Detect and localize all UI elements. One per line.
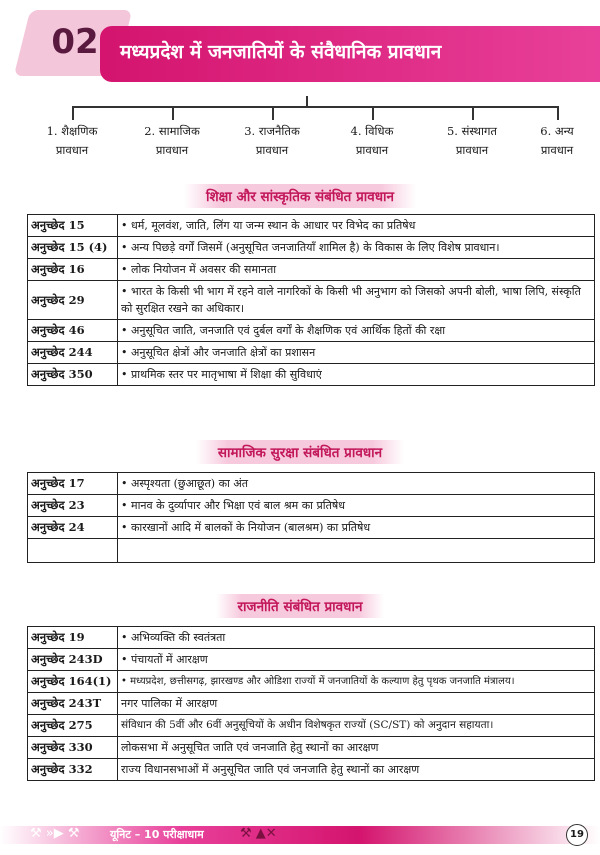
- tree-line: [72, 106, 558, 108]
- tree-item-label: 2. सामाजिक: [144, 124, 200, 138]
- description-cell: नगर पालिका में आरक्षण: [118, 693, 595, 715]
- article-cell: अनुच्छेद 19: [28, 627, 118, 649]
- table-row: [28, 237, 595, 259]
- tree-item-label: 5. संस्थागत: [446, 124, 497, 138]
- table-row: [28, 539, 595, 563]
- tree-connector: [172, 106, 174, 120]
- table-row: [28, 495, 595, 517]
- table-row: [28, 671, 595, 693]
- tree-item-sublabel: प्रावधान: [355, 143, 389, 157]
- tree-item-social: [127, 122, 217, 160]
- article-cell: अनुच्छेद 46: [28, 320, 118, 342]
- chapter-number: 02: [51, 22, 99, 62]
- table-row: [28, 759, 595, 781]
- tree-item-legal: [327, 122, 417, 160]
- tree-item-label: 1. शैक्षणिक: [46, 124, 98, 138]
- description-cell: • मध्यप्रदेश, छत्तीसगढ़, झारखण्ड और ओडिशा राज्यों में जनजातियों के कल्याण हेतु पृथक जनजाति मंत्रालय।: [118, 671, 595, 693]
- article-cell: अनुच्छेद 243D: [28, 649, 118, 671]
- tree-connector: [72, 106, 74, 120]
- tree-item-sublabel: प्रावधान: [55, 143, 89, 157]
- tribal-motif-icon: ⚒ »▶ ⚒: [30, 826, 80, 841]
- section-heading-political: [0, 594, 600, 618]
- article-cell: अनुच्छेद 15 (4): [28, 237, 118, 259]
- article-cell: अनुच्छेद 244: [28, 342, 118, 364]
- table-row: [28, 320, 595, 342]
- description-cell: • मानव के दुर्व्यापार और भिक्षा एवं बाल श्रम का प्रतिषेध: [118, 495, 595, 517]
- tree-connector: [557, 106, 559, 120]
- article-cell: अनुच्छेद 275: [28, 715, 118, 737]
- description-cell: लोकसभा में अनुसूचित जाति एवं जनजाति हेतु स्थानों का आरक्षण: [118, 737, 595, 759]
- section-title: शिक्षा और सांस्कृतिक संबंधित प्रावधान: [184, 184, 416, 208]
- tree-item-label: 3. राजनैतिक: [244, 124, 300, 138]
- table-row: [28, 649, 595, 671]
- tree-item-sublabel: प्रावधान: [540, 143, 574, 157]
- description-cell: राज्य विधानसभाओं में अनुसूचित जाति एवं जनजाति हेतु स्थानों का आरक्षण: [118, 759, 595, 781]
- page-number: 19: [566, 824, 588, 846]
- description-cell: • अनुसूचित जाति, जनजाति एवं दुर्बल वर्गों के शैक्षणिक एवं आर्थिक हितों की रक्षा: [118, 320, 595, 342]
- tree-item-political: [227, 122, 317, 160]
- article-cell: अनुच्छेद 330: [28, 737, 118, 759]
- article-cell: अनुच्छेद 29: [28, 281, 118, 320]
- tree-item-sublabel: प्रावधान: [155, 143, 189, 157]
- table-row: [28, 259, 595, 281]
- tree-item-label: 4. विधिक: [350, 124, 394, 138]
- description-cell: [118, 539, 595, 563]
- description-cell: • अस्पृश्यता (छुआछूत) का अंत: [118, 473, 595, 495]
- section-heading-education: [0, 184, 600, 208]
- tree-connector: [272, 106, 274, 120]
- section-title: राजनीति संबंधित प्रावधान: [216, 594, 385, 618]
- description-cell: • अन्य पिछड़े वर्गों जिसमें (अनुसूचित जनजातियाँ शामिल है) के विकास के लिए विशेष प्रावधान।: [118, 237, 595, 259]
- description-cell: • धर्म, मूलवंश, जाति, लिंग या जन्म स्थान के आधार पर विभेद का प्रतिषेध: [118, 215, 595, 237]
- table-row: [28, 627, 595, 649]
- table-row: [28, 517, 595, 539]
- table-row: [28, 281, 595, 320]
- tree-connector: [472, 106, 474, 120]
- page-footer: [0, 814, 600, 855]
- education-provisions-table: [27, 214, 595, 386]
- article-cell: [28, 539, 118, 563]
- table-row: [28, 215, 595, 237]
- description-cell: • अनुसूचित क्षेत्रों और जनजाति क्षेत्रों का प्रशासन: [118, 342, 595, 364]
- article-cell: अनुच्छेद 17: [28, 473, 118, 495]
- tree-item-other: [512, 122, 600, 160]
- footer-unit-label: यूनिट – 10 परीक्षाधाम: [110, 828, 204, 841]
- tree-connector: [372, 106, 374, 120]
- description-cell: संविधान की 5वीं और 6वीं अनुसूचियों के अधीन विशेषकृत राज्यों (SC/ST) को अनुदान सहायता।: [118, 715, 595, 737]
- table-row: [28, 364, 595, 386]
- article-cell: अनुच्छेद 332: [28, 759, 118, 781]
- page-header: [0, 0, 600, 100]
- tree-item-sublabel: प्रावधान: [455, 143, 489, 157]
- description-cell: • कारखानों आदि में बालकों के नियोजन (बालश्रम) का प्रतिषेध: [118, 517, 595, 539]
- tree-item-educational: [27, 122, 117, 160]
- article-cell: अनुच्छेद 15: [28, 215, 118, 237]
- article-cell: अनुच्छेद 23: [28, 495, 118, 517]
- section-title: सामाजिक सुरक्षा संबंधित प्रावधान: [196, 440, 404, 464]
- social-security-provisions-table: [27, 472, 595, 563]
- table-row: [28, 473, 595, 495]
- table-row: [28, 737, 595, 759]
- table-row: [28, 693, 595, 715]
- table-row: [28, 715, 595, 737]
- article-cell: अनुच्छेद 24: [28, 517, 118, 539]
- tribal-motif-icon: ⚒ ▲✕: [240, 826, 277, 841]
- provisions-tree: [0, 96, 600, 166]
- political-provisions-table: [27, 626, 595, 781]
- article-cell: अनुच्छेद 350: [28, 364, 118, 386]
- tree-item-label: 6. अन्य: [540, 124, 574, 138]
- page-title: मध्यप्रदेश में जनजातियों के संवैधानिक प्रावधान: [120, 41, 442, 63]
- tree-item-sublabel: प्रावधान: [255, 143, 289, 157]
- footer-bar: [0, 826, 600, 844]
- section-heading-social-security: [0, 440, 600, 464]
- description-cell: • पंचायतों में आरक्षण: [118, 649, 595, 671]
- description-cell: • लोक नियोजन में अवसर की समानता: [118, 259, 595, 281]
- description-cell: • प्राथमिक स्तर पर मातृभाषा में शिक्षा की सुविधाएं: [118, 364, 595, 386]
- article-cell: अनुच्छेद 16: [28, 259, 118, 281]
- article-cell: अनुच्छेद 243T: [28, 693, 118, 715]
- table-row: [28, 342, 595, 364]
- description-cell: • अभिव्यक्ति की स्वतंत्रता: [118, 627, 595, 649]
- tree-item-institutional: [427, 122, 517, 160]
- description-cell: • भारत के किसी भी भाग में रहने वाले नागरिकों के किसी भी अनुभाग को जिसको अपनी बोली, भाषा लिपि, संस्कृति को सुरक्षित रखने का अधिकार।: [118, 281, 595, 320]
- article-cell: अनुच्छेद 164(1): [28, 671, 118, 693]
